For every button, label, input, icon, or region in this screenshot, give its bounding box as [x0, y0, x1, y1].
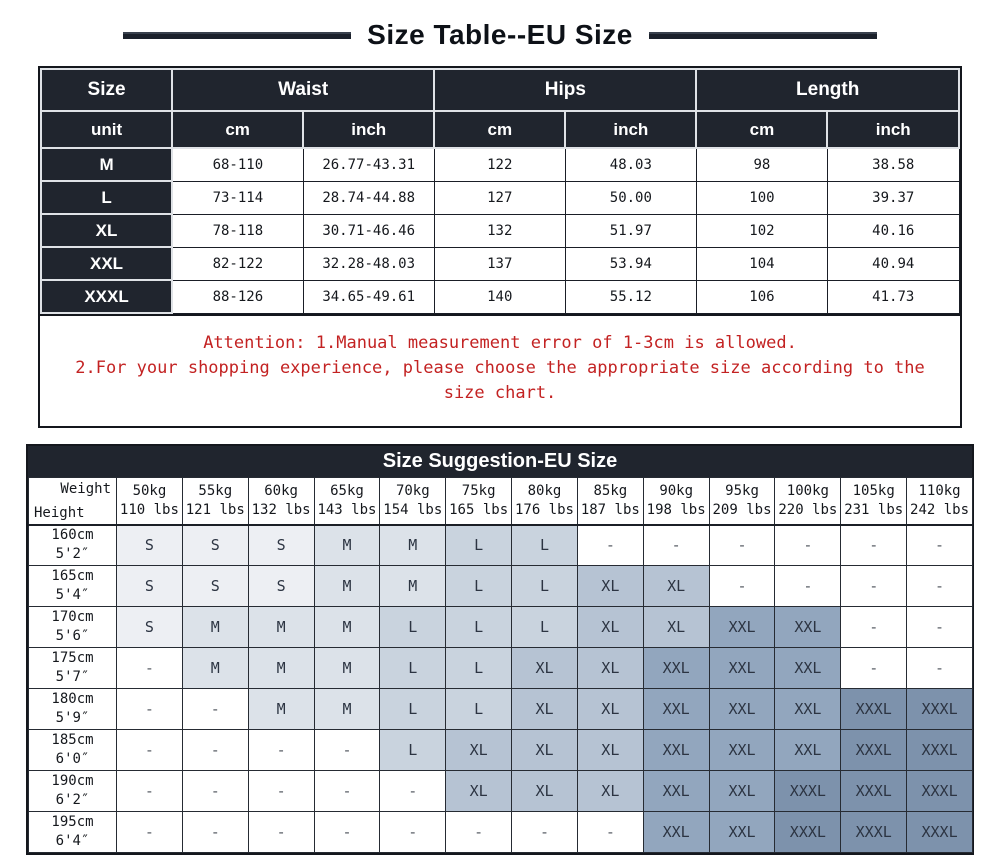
weight-kg-label: 95kg [725, 482, 759, 499]
suggestion-cell: - [182, 771, 248, 812]
height-cm-label: 175cm [51, 650, 94, 666]
attention-line-3: size chart. [443, 383, 557, 403]
weight-lbs-label: 165 lbs [449, 501, 509, 518]
suggestion-cell: - [841, 648, 907, 689]
unit-waist-inch: inch [303, 111, 434, 148]
suggestion-cell: - [314, 730, 380, 771]
suggestion-cell: - [446, 812, 512, 853]
height-ft-label: 6'0″ [55, 751, 90, 767]
height-header-cell [29, 771, 117, 812]
height-ft-label: 5'2″ [55, 546, 90, 563]
suggestion-cell: - [512, 812, 578, 853]
size-value-cell: 68-110 [172, 148, 303, 181]
height-ft-label: 6'2″ [55, 792, 90, 808]
suggestion-cell: - [841, 607, 907, 648]
attention-note [40, 314, 960, 426]
suggestion-cell: - [709, 525, 775, 566]
size-label-cell: XXL [41, 247, 172, 280]
size-value-cell: 28.74-44.88 [303, 181, 434, 214]
size-label-cell: XL [41, 214, 172, 247]
suggestion-cell: XXL [643, 771, 709, 812]
suggestion-cell: XXXL [841, 771, 907, 812]
size-table [40, 68, 960, 314]
weight-kg-label: 80kg [527, 482, 562, 499]
suggestion-cell: XXXL [841, 812, 907, 853]
weight-kg-label: 75kg [461, 482, 496, 499]
suggestion-cell: L [446, 525, 512, 566]
suggestion-cell: XL [577, 607, 643, 648]
suggestion-cell: M [314, 566, 380, 607]
suggestion-cell: M [380, 525, 446, 566]
suggestion-title: Size Suggestion-EU Size [382, 450, 618, 472]
height-header-cell [29, 730, 117, 771]
size-table-row [41, 181, 959, 214]
size-value-cell: 82-122 [172, 247, 303, 280]
suggestion-cell: - [248, 771, 314, 812]
suggestion-row [29, 566, 973, 607]
suggestion-cell: XXXL [907, 812, 973, 853]
weight-header-cell [314, 478, 380, 525]
size-value-cell: 40.16 [827, 214, 959, 247]
weight-lbs-label: 242 lbs [910, 501, 970, 518]
weight-header-cell [117, 478, 183, 525]
suggestion-cell: XXXL [841, 730, 907, 771]
suggestion-cell: L [446, 607, 512, 648]
suggestion-cell: - [709, 566, 775, 607]
suggestion-header-row [29, 478, 973, 525]
height-cm-label: 185cm [51, 732, 94, 748]
suggestion-cell: M [248, 689, 314, 730]
height-header-cell [29, 689, 117, 730]
suggestion-cell: - [117, 771, 183, 812]
size-label-cell: XXXL [41, 280, 172, 313]
suggestion-row [29, 607, 973, 648]
suggestion-cell: - [248, 812, 314, 853]
height-cm-label: 195cm [51, 814, 94, 830]
unit-length-cm: cm [696, 111, 827, 148]
suggestion-cell: XL [577, 730, 643, 771]
suggestion-cell: XXL [643, 812, 709, 853]
suggestion-cell: L [512, 607, 578, 648]
suggestion-cell: XXXL [841, 689, 907, 730]
suggestion-cell: - [182, 689, 248, 730]
height-header-cell [29, 648, 117, 689]
suggestion-cell: M [248, 648, 314, 689]
suggestion-cell: - [314, 812, 380, 853]
unit-header: unit [41, 111, 172, 148]
size-value-cell: 140 [434, 280, 565, 313]
suggestion-cell: L [380, 730, 446, 771]
column-header-size: Size [41, 69, 172, 111]
height-ft-label: 5'6″ [55, 628, 90, 644]
suggestion-cell: XXL [709, 689, 775, 730]
height-header-cell [29, 566, 117, 607]
suggestion-cell: L [380, 648, 446, 689]
weight-kg-label: 60kg [264, 482, 298, 499]
size-value-cell: 51.97 [565, 214, 696, 247]
suggestion-cell: M [314, 607, 380, 648]
suggestion-cell: XXL [775, 607, 841, 648]
weight-kg-label: 50kg [132, 482, 167, 499]
weight-lbs-label: 176 lbs [514, 501, 574, 518]
weight-header-cell [512, 478, 578, 525]
suggestion-cell: - [380, 812, 446, 853]
suggestion-cell: XXL [709, 771, 775, 812]
height-ft-label: 5'4″ [55, 587, 90, 603]
suggestion-cell: - [907, 566, 973, 607]
suggestion-cell: XL [577, 566, 643, 607]
height-ft-label: 6'4″ [55, 833, 90, 849]
suggestion-cell: - [775, 525, 841, 566]
suggestion-cell: XL [512, 730, 578, 771]
suggestion-cell: M [314, 525, 380, 566]
size-table-container [38, 66, 962, 428]
weight-header-cell [577, 478, 643, 525]
weight-lbs-label: 132 lbs [251, 501, 311, 518]
suggestion-cell: XXL [775, 730, 841, 771]
size-table-row [41, 214, 959, 247]
weight-kg-label: 85kg [593, 482, 628, 499]
suggestion-cell: - [117, 689, 183, 730]
height-ft-label: 5'7″ [55, 669, 90, 685]
size-value-cell: 48.03 [565, 148, 696, 181]
suggestion-cell: L [446, 566, 512, 607]
suggestion-cell: XXL [709, 648, 775, 689]
suggestion-cell: - [314, 771, 380, 812]
suggestion-cell: XXL [775, 648, 841, 689]
size-value-cell: 98 [696, 148, 827, 181]
suggestion-cell: XL [577, 648, 643, 689]
size-table-row [41, 247, 959, 280]
suggestion-cell: - [248, 730, 314, 771]
weight-lbs-label: 154 lbs [383, 501, 443, 518]
suggestion-cell: XXL [709, 730, 775, 771]
suggestion-cell: - [841, 566, 907, 607]
weight-header-cell [182, 478, 248, 525]
weight-height-corner-cell [29, 478, 117, 525]
weight-header-cell [643, 478, 709, 525]
size-value-cell: 104 [696, 247, 827, 280]
size-suggestion-container [26, 444, 974, 855]
weight-kg-label: 105kg [852, 482, 895, 499]
size-value-cell: 100 [696, 181, 827, 214]
height-header-cell [29, 525, 117, 566]
weight-lbs-label: 231 lbs [844, 501, 904, 518]
suggestion-row [29, 812, 973, 853]
suggestion-cell: L [512, 525, 578, 566]
suggestion-cell: M [314, 648, 380, 689]
height-cm-label: 190cm [51, 773, 94, 789]
size-value-cell: 50.00 [565, 181, 696, 214]
height-cm-label: 165cm [51, 568, 94, 584]
height-cm-label: 180cm [51, 691, 94, 707]
height-header-cell [29, 607, 117, 648]
size-table-group-header-row [41, 69, 959, 111]
suggestion-cell: - [117, 730, 183, 771]
size-value-cell: 127 [434, 181, 565, 214]
weight-header-cell [248, 478, 314, 525]
suggestion-cell: M [182, 648, 248, 689]
weight-lbs-label: 143 lbs [317, 501, 377, 518]
suggestion-cell: - [577, 812, 643, 853]
size-value-cell: 137 [434, 247, 565, 280]
attention-line-2: 2.For your shopping experience, please choose the appropriate size according to the [75, 358, 925, 378]
suggestion-cell: XXL [643, 730, 709, 771]
suggestion-cell: S [117, 525, 183, 566]
height-header-cell [29, 812, 117, 853]
suggestion-cell: - [117, 812, 183, 853]
size-label-cell: L [41, 181, 172, 214]
suggestion-cell: - [907, 525, 973, 566]
suggestion-cell: XXL [775, 689, 841, 730]
weight-header-cell [775, 478, 841, 525]
size-table-row [41, 148, 959, 181]
suggestion-cell: - [182, 812, 248, 853]
suggestion-cell: XL [643, 607, 709, 648]
page-title: Size Table--EU Size [367, 19, 633, 50]
suggestion-cell: XL [643, 566, 709, 607]
suggestion-cell: L [446, 648, 512, 689]
suggestion-cell: XXXL [907, 689, 973, 730]
column-header-hips: Hips [434, 69, 696, 111]
suggestion-cell: XL [446, 730, 512, 771]
suggestion-cell: XXL [709, 607, 775, 648]
weight-lbs-label: 209 lbs [712, 501, 772, 518]
suggestion-cell: XXXL [775, 812, 841, 853]
weight-lbs-label: 198 lbs [646, 501, 706, 518]
size-value-cell: 32.28-48.03 [303, 247, 434, 280]
weight-lbs-label: 121 lbs [185, 501, 245, 518]
weight-header-cell [841, 478, 907, 525]
suggestion-cell: - [577, 525, 643, 566]
unit-length-inch: inch [827, 111, 959, 148]
suggestion-row [29, 648, 973, 689]
suggestion-cell: L [446, 689, 512, 730]
unit-hips-inch: inch [565, 111, 696, 148]
unit-hips-cm: cm [434, 111, 565, 148]
suggestion-row [29, 730, 973, 771]
unit-waist-cm: cm [172, 111, 303, 148]
weight-kg-label: 110kg [918, 482, 961, 499]
suggestion-cell: XL [577, 689, 643, 730]
suggestion-cell: - [182, 730, 248, 771]
weight-kg-label: 90kg [659, 482, 694, 499]
size-suggestion-table [28, 477, 973, 853]
size-value-cell: 132 [434, 214, 565, 247]
suggestion-cell: S [182, 566, 248, 607]
weight-kg-label: 100kg [786, 482, 829, 499]
suggestion-cell: M [314, 689, 380, 730]
suggestion-cell: XXL [643, 689, 709, 730]
weight-header-cell [907, 478, 973, 525]
height-ft-label: 5'9″ [55, 710, 90, 726]
size-value-cell: 38.58 [827, 148, 959, 181]
suggestion-cell: XL [512, 689, 578, 730]
size-table-body [41, 148, 959, 313]
suggestion-cell: S [117, 566, 183, 607]
suggestion-cell: - [907, 648, 973, 689]
suggestion-cell: XXXL [907, 771, 973, 812]
size-value-cell: 30.71-46.46 [303, 214, 434, 247]
weight-header-cell [709, 478, 775, 525]
suggestion-cell: XXXL [907, 730, 973, 771]
size-value-cell: 78-118 [172, 214, 303, 247]
suggestion-cell: XXL [709, 812, 775, 853]
size-value-cell: 102 [696, 214, 827, 247]
suggestion-cell: M [380, 566, 446, 607]
suggestion-cell: - [907, 607, 973, 648]
title-rule-right [649, 32, 877, 39]
weight-header-cell [446, 478, 512, 525]
suggestion-cell: M [182, 607, 248, 648]
suggestion-cell: XL [577, 771, 643, 812]
size-value-cell: 53.94 [565, 247, 696, 280]
size-value-cell: 41.73 [827, 280, 959, 313]
size-value-cell: 106 [696, 280, 827, 313]
suggestion-cell: S [248, 525, 314, 566]
suggestion-cell: - [643, 525, 709, 566]
title-rule-left [123, 32, 351, 39]
suggestion-cell: XXL [643, 648, 709, 689]
suggestion-cell: XL [446, 771, 512, 812]
size-value-cell: 26.77-43.31 [303, 148, 434, 181]
weight-lbs-label: 187 lbs [580, 501, 640, 518]
height-cm-label: 160cm [51, 527, 94, 544]
suggestion-cell: - [841, 525, 907, 566]
suggestion-title-bar [28, 446, 972, 477]
suggestion-cell: XL [512, 771, 578, 812]
suggestion-cell: S [117, 607, 183, 648]
suggestion-cell: S [182, 525, 248, 566]
suggestion-cell: M [248, 607, 314, 648]
page-header [0, 16, 1000, 54]
height-cm-label: 170cm [51, 609, 94, 625]
size-table-row [41, 280, 959, 313]
suggestion-cell: L [380, 689, 446, 730]
suggestion-cell: - [117, 648, 183, 689]
corner-height-label: Height [34, 504, 85, 521]
corner-weight-label: Weight [60, 481, 111, 497]
size-label-cell: M [41, 148, 172, 181]
suggestion-row [29, 771, 973, 812]
suggestion-table-body [29, 525, 973, 853]
column-header-length: Length [696, 69, 959, 111]
suggestion-cell: L [380, 607, 446, 648]
weight-kg-label: 55kg [198, 482, 233, 499]
size-value-cell: 34.65-49.61 [303, 280, 434, 313]
suggestion-cell: - [775, 566, 841, 607]
attention-line-1: Attention: 1.Manual measurement error of 1-3cm is allowed. [203, 333, 797, 353]
weight-lbs-label: 220 lbs [778, 501, 838, 518]
size-value-cell: 122 [434, 148, 565, 181]
weight-kg-label: 65kg [330, 482, 364, 499]
size-value-cell: 88-126 [172, 280, 303, 313]
suggestion-row [29, 689, 973, 730]
weight-header-cell [380, 478, 446, 525]
suggestion-cell: XXXL [775, 771, 841, 812]
weight-kg-label: 70kg [395, 482, 430, 499]
size-value-cell: 39.37 [827, 181, 959, 214]
size-value-cell: 55.12 [565, 280, 696, 313]
suggestion-cell: L [512, 566, 578, 607]
size-value-cell: 40.94 [827, 247, 959, 280]
weight-lbs-label: 110 lbs [119, 501, 179, 518]
suggestion-row [29, 525, 973, 566]
suggestion-cell: S [248, 566, 314, 607]
size-value-cell: 73-114 [172, 181, 303, 214]
column-header-waist: Waist [172, 69, 434, 111]
suggestion-cell: - [380, 771, 446, 812]
size-table-unit-row [41, 111, 959, 148]
suggestion-cell: XL [512, 648, 578, 689]
